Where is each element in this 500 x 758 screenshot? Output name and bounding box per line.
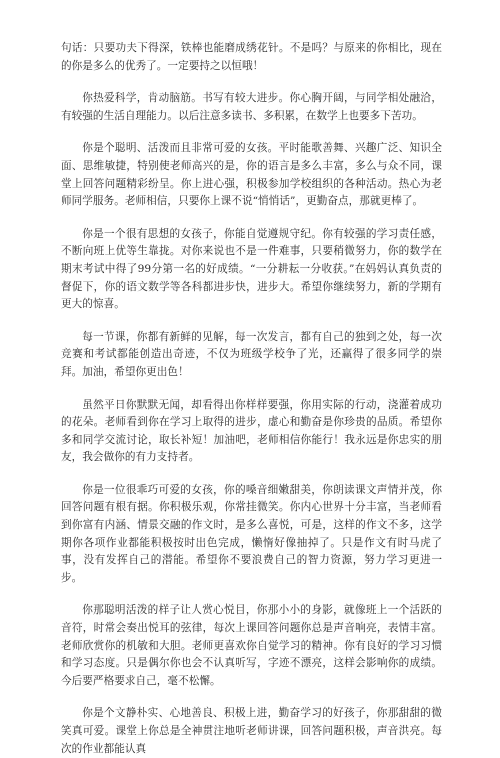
paragraph-spacer (61, 314, 442, 329)
paragraph-8: 你那聪明活泼的样子让人赏心悦目，你那小小的身影，就像班上一个活跃的音符，时常会奏出悦耳的弦律，每次上课回答问题你总是声音响亮，表情丰富。老师欣赏你的机敏和大胆。老师更喜欢你自觉学习的精神。你有良好的学习习惯和学习态度。只是偶尔你也会不认真听写，字迹不漂亮，这样会影响你的成绩。今后要严格要求自己，毫不松懈。 (61, 604, 442, 687)
paragraph-spacer (61, 75, 442, 90)
paragraph-spacer (61, 125, 442, 140)
paragraph-4: 你是一个很有思想的女孩子，你能自觉遵规守纪。你有较强的学习责任感，不断向班上优等生靠拢。对你来说也不是一件难事，只要稍微努力，你的数学在期末考试中得了99分第一名的好成绩。“一分耕耘一分收获。”在妈妈认真负责的督促下，你的语文数学等各科都进步快，进步大。希望你继续努力，新的学期有更大的惊喜。 (61, 227, 442, 311)
paragraph-spacer (61, 587, 442, 602)
paragraph-6: 虽然平日你默默无闻，却看得出你样样要强，你用实际的行动，浇灌着成功的花朵。老师看到你在学习上取得的进步，虚心和勤奋是你珍贵的品质。希望你多和同学交流讨论，取长补短！加油吧，老师相信你能行！我永远是你忠实的朋友，我会做你的有力支持者。 (61, 398, 442, 464)
paragraph-3: 你是个聪明、活泼而且非常可爱的女孩。平时能歌善舞、兴趣广泛、知识全面、思维敏捷，特别使老师高兴的是，你的语言是多么丰富，多么与众不同，课堂上回答问题精彩纷呈。你上进心强，积极参加学校组织的各种活动。热心为老师同学服务。老师相信，只要你上课不说“悄悄话”，更勤奋点，那就更棒了。 (61, 142, 442, 208)
paragraph-spacer (61, 211, 442, 226)
paragraph-spacer (61, 382, 442, 397)
paragraph-9: 你是个文静朴实、心地善良、积极上进，勤奋学习的好孩子，你那甜甜的微笑真可爱。课堂上你总是全神贯注地听老师讲课，回答问题积极，声音洪亮。每次的作业都能认真 (61, 707, 442, 755)
paragraph-1: 句话：只要功夫下得深，铁棒也能磨成绣花针。不是吗？与原来的你相比，现在的你是多么的优秀了。一定要持之以恒哦！ (61, 42, 442, 72)
paragraph-spacer (61, 467, 442, 482)
paragraph-2: 你热爱科学，肯动脑筋。书写有较大进步。你心胸开阔，与同学相处融洽，有较强的生活自理能力。以后注意多读书、多积累，在数学上也要多下苦功。 (61, 92, 442, 122)
paragraph-5: 每一节课，你都有新鲜的见解，每一次发言，都有自己的独到之处，每一次竞赛和考试都能创造出奇迹，不仅为班级学校争了光，还赢得了很多同学的崇拜。加油，希望你更出色！ (61, 330, 442, 378)
paragraph-7: 你是一位很乖巧可爱的女孩，你的嗓音细嫩甜美，你朗读课文声情并茂，你回答问题有根有据。你积极乐观，你常挂微笑。你内心世界十分丰富，当老师看到你富有内涵、情景交融的作文时，是多么喜悦，可是，这样的作文不多，这学期你各项作业都能积极按时出色完成，懒惰好像抽掉了。只是作文有时马虎了事，没有发挥自己的潜能。希望你不要浪费自己的智力资源，努力学习更进一步。 (61, 483, 442, 584)
paragraph-spacer (61, 690, 442, 705)
